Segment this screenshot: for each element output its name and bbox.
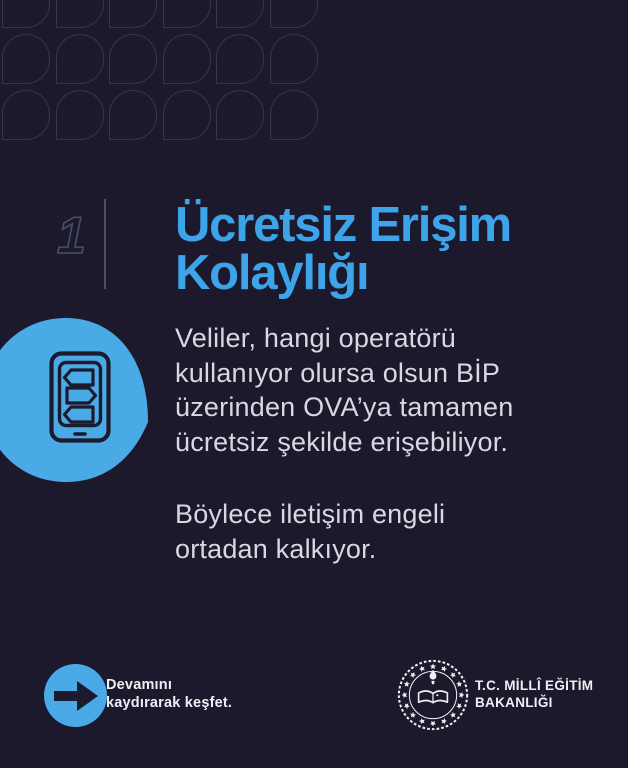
pattern-teardrop-shape xyxy=(270,90,318,140)
page-title xyxy=(175,198,512,300)
ministry-name xyxy=(475,677,593,711)
ministry-line-1: T.C. MİLLÎ EĞİTİM xyxy=(475,678,594,693)
background-pattern xyxy=(2,0,332,178)
body-line: Veliler, hangi operatörü xyxy=(175,323,456,353)
body-paragraph-2 xyxy=(175,497,445,566)
title-line-1: Ücretsiz Erişim xyxy=(175,198,512,252)
pattern-teardrop-shape xyxy=(216,0,264,28)
pattern-teardrop-shape xyxy=(216,90,264,140)
cta-line-2: kaydırarak keşfet. xyxy=(106,694,233,711)
swipe-next-button[interactable] xyxy=(44,664,107,727)
slide-number: 1 xyxy=(57,207,86,265)
pattern-teardrop-shape xyxy=(163,0,211,28)
pattern-teardrop-shape xyxy=(56,90,104,140)
meb-emblem-icon xyxy=(396,658,470,732)
body-line: kullanıyor olursa olsun BİP xyxy=(175,357,501,388)
body-line: ücretsiz şekilde erişebiliyor. xyxy=(175,426,509,457)
swipe-cta-label xyxy=(106,677,232,712)
pattern-teardrop-shape xyxy=(56,0,104,28)
body-line: Böylece iletişim engeli xyxy=(175,499,446,529)
cta-line-1: Devamını xyxy=(106,677,173,693)
pattern-teardrop-shape xyxy=(163,90,211,140)
pattern-teardrop-shape xyxy=(56,34,104,84)
arrow-right-icon xyxy=(51,676,101,716)
pattern-teardrop-shape xyxy=(2,90,50,140)
pattern-teardrop-shape xyxy=(270,0,318,28)
body-line: ortadan kalkıyor. xyxy=(175,533,377,564)
pattern-teardrop-shape xyxy=(109,90,157,140)
pattern-teardrop-shape xyxy=(163,34,211,84)
title-line-2: Kolaylığı xyxy=(175,246,369,300)
pattern-teardrop-shape xyxy=(2,34,50,84)
pattern-teardrop-shape xyxy=(216,34,264,84)
body-paragraph-1 xyxy=(175,321,513,459)
phone-icon xyxy=(48,350,112,444)
pattern-teardrop-shape xyxy=(109,0,157,28)
body-line: üzerinden OVA’ya tamamen xyxy=(175,392,514,422)
divider-line xyxy=(104,199,106,289)
pattern-teardrop-shape xyxy=(109,34,157,84)
pattern-teardrop-shape xyxy=(270,34,318,84)
pattern-teardrop-shape xyxy=(2,0,50,28)
ministry-line-2: BAKANLIĞI xyxy=(475,695,553,710)
